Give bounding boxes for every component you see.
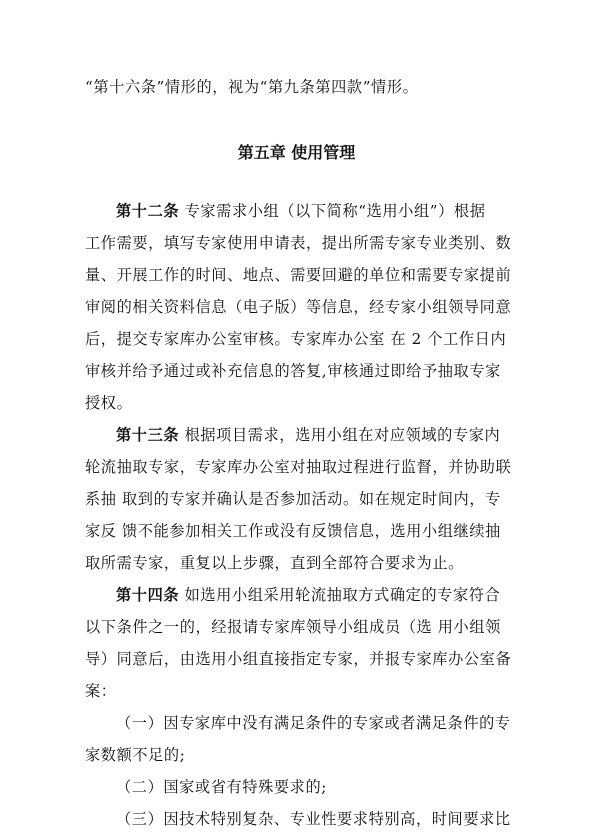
article-12-first-line (116, 201, 516, 221)
article-14-line-0: 如选用小组采用轮流抽取方式确定的专家符合 (179, 586, 501, 604)
article-12-line-3: 审阅的相关资料信息（电子版）等信息，经专家小组领导同意 (85, 298, 512, 316)
article-12-line-4: 后，提交专家库办公室审核。专家库办公室 在 2 个工作日内 (85, 330, 507, 348)
chapter-title: 第五章 使用管理 (237, 143, 356, 162)
article-13-line-2: 系抽 取到的专家并确认是否参加活动。如在规定时间内，专 (85, 490, 501, 508)
article-13-label: 第十三条 (116, 426, 180, 444)
article-13-line-1: 轮流抽取专家，专家库办公室对抽取过程进行监督，并协助联 (85, 458, 512, 476)
article-12-line-0: 专家需求小组（以下简称“选用小组”）根据 (179, 202, 486, 220)
article-14-line-2: 导）同意后，由选用小组直接指定专家，并报专家库办公室备 (85, 650, 512, 668)
opening-line: “第十六条”情形的，视为“第九条第四款”情形。 (85, 78, 419, 96)
article-12-line-1: 工作需要，填写专家使用申请表，提出所需专家专业类别、数 (85, 234, 512, 252)
item-1-line-1: 家数额不足的; (85, 746, 186, 764)
item-3-line-0: （三）因技术特别复杂、专业性要求特别高，时间要求比 (116, 810, 511, 828)
article-14-line-1: 以下条件之一的，经报请专家库领导小组成员（选 用小组领 (85, 618, 501, 636)
article-12-label: 第十二条 (116, 202, 180, 220)
article-12-line-5: 审核并给予通过或补充信息的答复,审核通过即给予抽取专家 (85, 362, 501, 380)
article-12-line-2: 量、开展工作的时间、地点、需要回避的单位和需要专家提前 (85, 266, 512, 284)
article-14-label: 第十四条 (116, 586, 180, 604)
article-13-line-4: 取所需专家，重复以上步骤，直到全部符合要求为止。 (85, 554, 464, 572)
article-14-line-3: 案： (85, 682, 117, 700)
item-1-line-0: （一）因专家库中没有满足条件的专家或者满足条件的专 (116, 714, 511, 732)
article-13-line-3: 家反 馈不能参加相关工作或没有反馈信息，选用小组继续抽 (85, 522, 501, 540)
article-14-first-line (116, 585, 516, 605)
article-13-line-0: 根据项目需求，选用小组在对应领域的专家内 (179, 426, 501, 444)
article-12-line-6: 授权。 (85, 394, 133, 412)
article-13-first-line (116, 425, 516, 445)
item-2-line-0: （二）国家或省有特殊要求的; (116, 778, 327, 796)
